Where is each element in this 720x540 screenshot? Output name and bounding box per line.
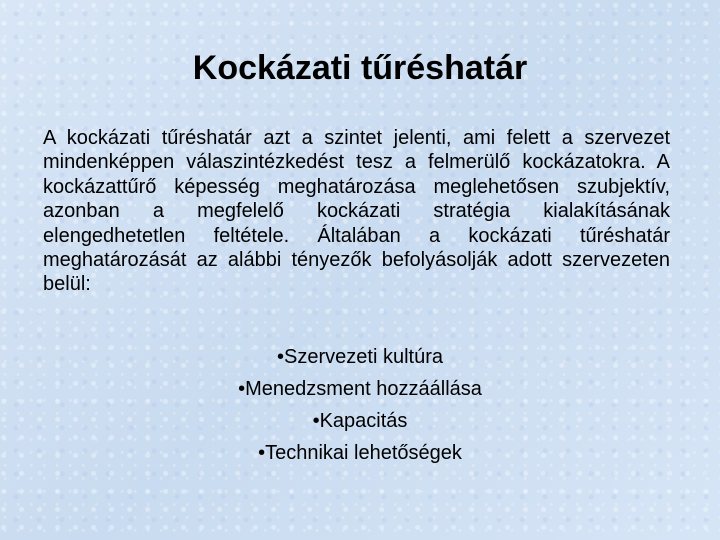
bullet-item: •Menedzsment hozzáállása (238, 378, 482, 400)
bullet-item: •Kapacitás (312, 410, 408, 432)
bullet-item: •Szervezeti kultúra (277, 346, 443, 368)
bullet-item: •Technikai lehetőségek (258, 442, 462, 464)
slide-paragraph: A kockázati tűréshatár azt a szintet jelenti, ami felett a szervezet mindenképpen válaszintézkedést tesz a felmerülő kockázatokra. A kockázattűrő képesség meghatározása meglehetősen szubjektív, azonban a megfelelő kockázati stratégia kialakításának elengedhetetlen feltétele. Általában a kockázati tűréshatár meghatározását az alábbi tényezők befolyásolják adott szervezeten belül: (43, 127, 670, 296)
slide-title: Kockázati tűréshatár (192, 49, 528, 87)
bullet-list (0, 341, 720, 469)
